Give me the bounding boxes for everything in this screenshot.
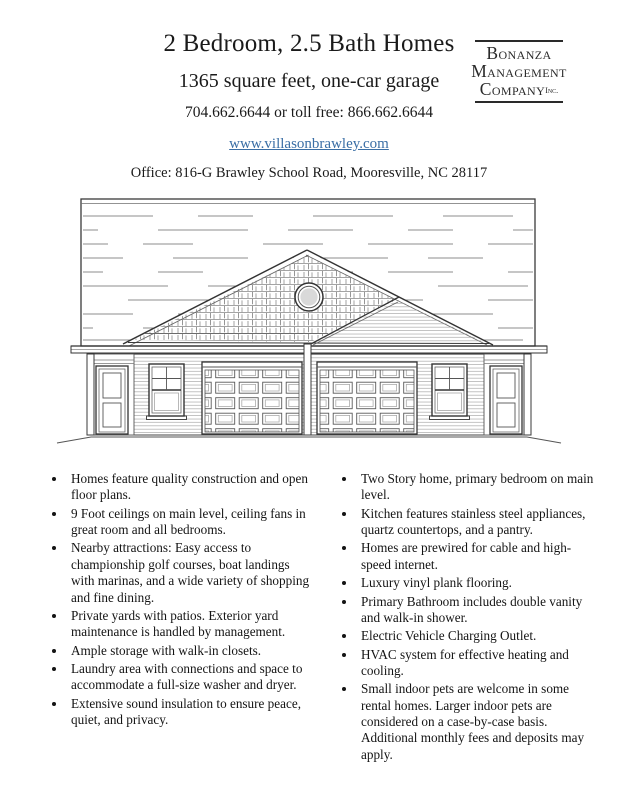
garage-door-left xyxy=(202,362,302,434)
features-list-left xyxy=(40,471,312,728)
feature-item: • Laundry area with connections and space to accommodate a full-size washer and dryer. xyxy=(67,661,312,694)
feature-item: • Private yards with patios. Exterior yard maintenance is handled by management. xyxy=(67,608,312,641)
garage-door-right xyxy=(317,362,417,434)
feature-item: • 9 Foot ceilings on main level, ceiling fans in great room and all bedrooms. xyxy=(67,506,312,539)
logo-line-2: Management xyxy=(471,60,567,81)
logo-inc-suffix: Inc. xyxy=(545,85,559,95)
round-gable-vent-window xyxy=(295,283,323,311)
right-entry-door xyxy=(490,366,522,434)
features-section xyxy=(0,471,618,765)
duplex-front-elevation-drawing xyxy=(49,194,569,449)
feature-item: • Small indoor pets are welcome in some rental homes. Larger indoor pets are considered on a case-by-case basis. Additional monthly fees and deposits may apply. xyxy=(357,681,596,763)
feature-item: • Homes are prewired for cable and high-speed internet. xyxy=(357,540,596,573)
feature-item: • Extensive sound insulation to ensure peace, quiet, and privacy. xyxy=(67,696,312,729)
features-column-right xyxy=(330,471,596,765)
left-window xyxy=(147,364,187,420)
feature-item: • Nearby attractions: Easy access to championship golf courses, boat landings with marinas, and a wide variety of shopping and fine dining. xyxy=(67,540,312,605)
feature-item: • Primary Bathroom includes double vanity and walk-in shower. xyxy=(357,594,596,627)
feature-item: • Electric Vehicle Charging Outlet. xyxy=(357,628,596,644)
logo-bottom-rule xyxy=(475,101,563,103)
features-list-right xyxy=(330,471,596,763)
features-column-left xyxy=(40,471,312,765)
left-entry-door xyxy=(96,366,128,434)
center-dividing-post xyxy=(304,344,311,435)
left-corner-post xyxy=(87,354,94,435)
page-title: 2 Bedroom, 2.5 Bath Homes xyxy=(163,30,455,57)
right-window xyxy=(430,364,470,420)
feature-item: • HVAC system for effective heating and cooling. xyxy=(357,647,596,680)
logo-line-3: CompanyInc. xyxy=(479,78,559,99)
bonanza-management-logo xyxy=(458,40,580,103)
website-row xyxy=(0,135,618,153)
feature-item: • Two Story home, primary bedroom on main level. xyxy=(357,471,596,504)
feature-item: • Homes feature quality construction and open floor plans. xyxy=(67,471,312,504)
feature-item: • Kitchen features stainless steel appliances, quartz countertops, and a pantry. xyxy=(357,506,596,539)
logo-top-rule xyxy=(475,40,563,42)
right-corner-post xyxy=(524,354,531,435)
ground-line xyxy=(57,437,561,443)
subtitle: 1365 square feet, one-car garage xyxy=(178,69,440,92)
phone-numbers: 704.662.6644 or toll free: 866.662.6644 xyxy=(185,103,433,121)
website-link[interactable]: www.villasonbrawley.com xyxy=(229,135,389,152)
office-address: Office: 816-G Brawley School Road, Mooresville, NC 28117 xyxy=(130,165,488,182)
feature-item: • Ample storage with walk-in closets. xyxy=(67,643,312,659)
feature-item: • Luxury vinyl plank flooring. xyxy=(357,575,596,591)
logo-line-1: Bonanza xyxy=(486,43,552,63)
